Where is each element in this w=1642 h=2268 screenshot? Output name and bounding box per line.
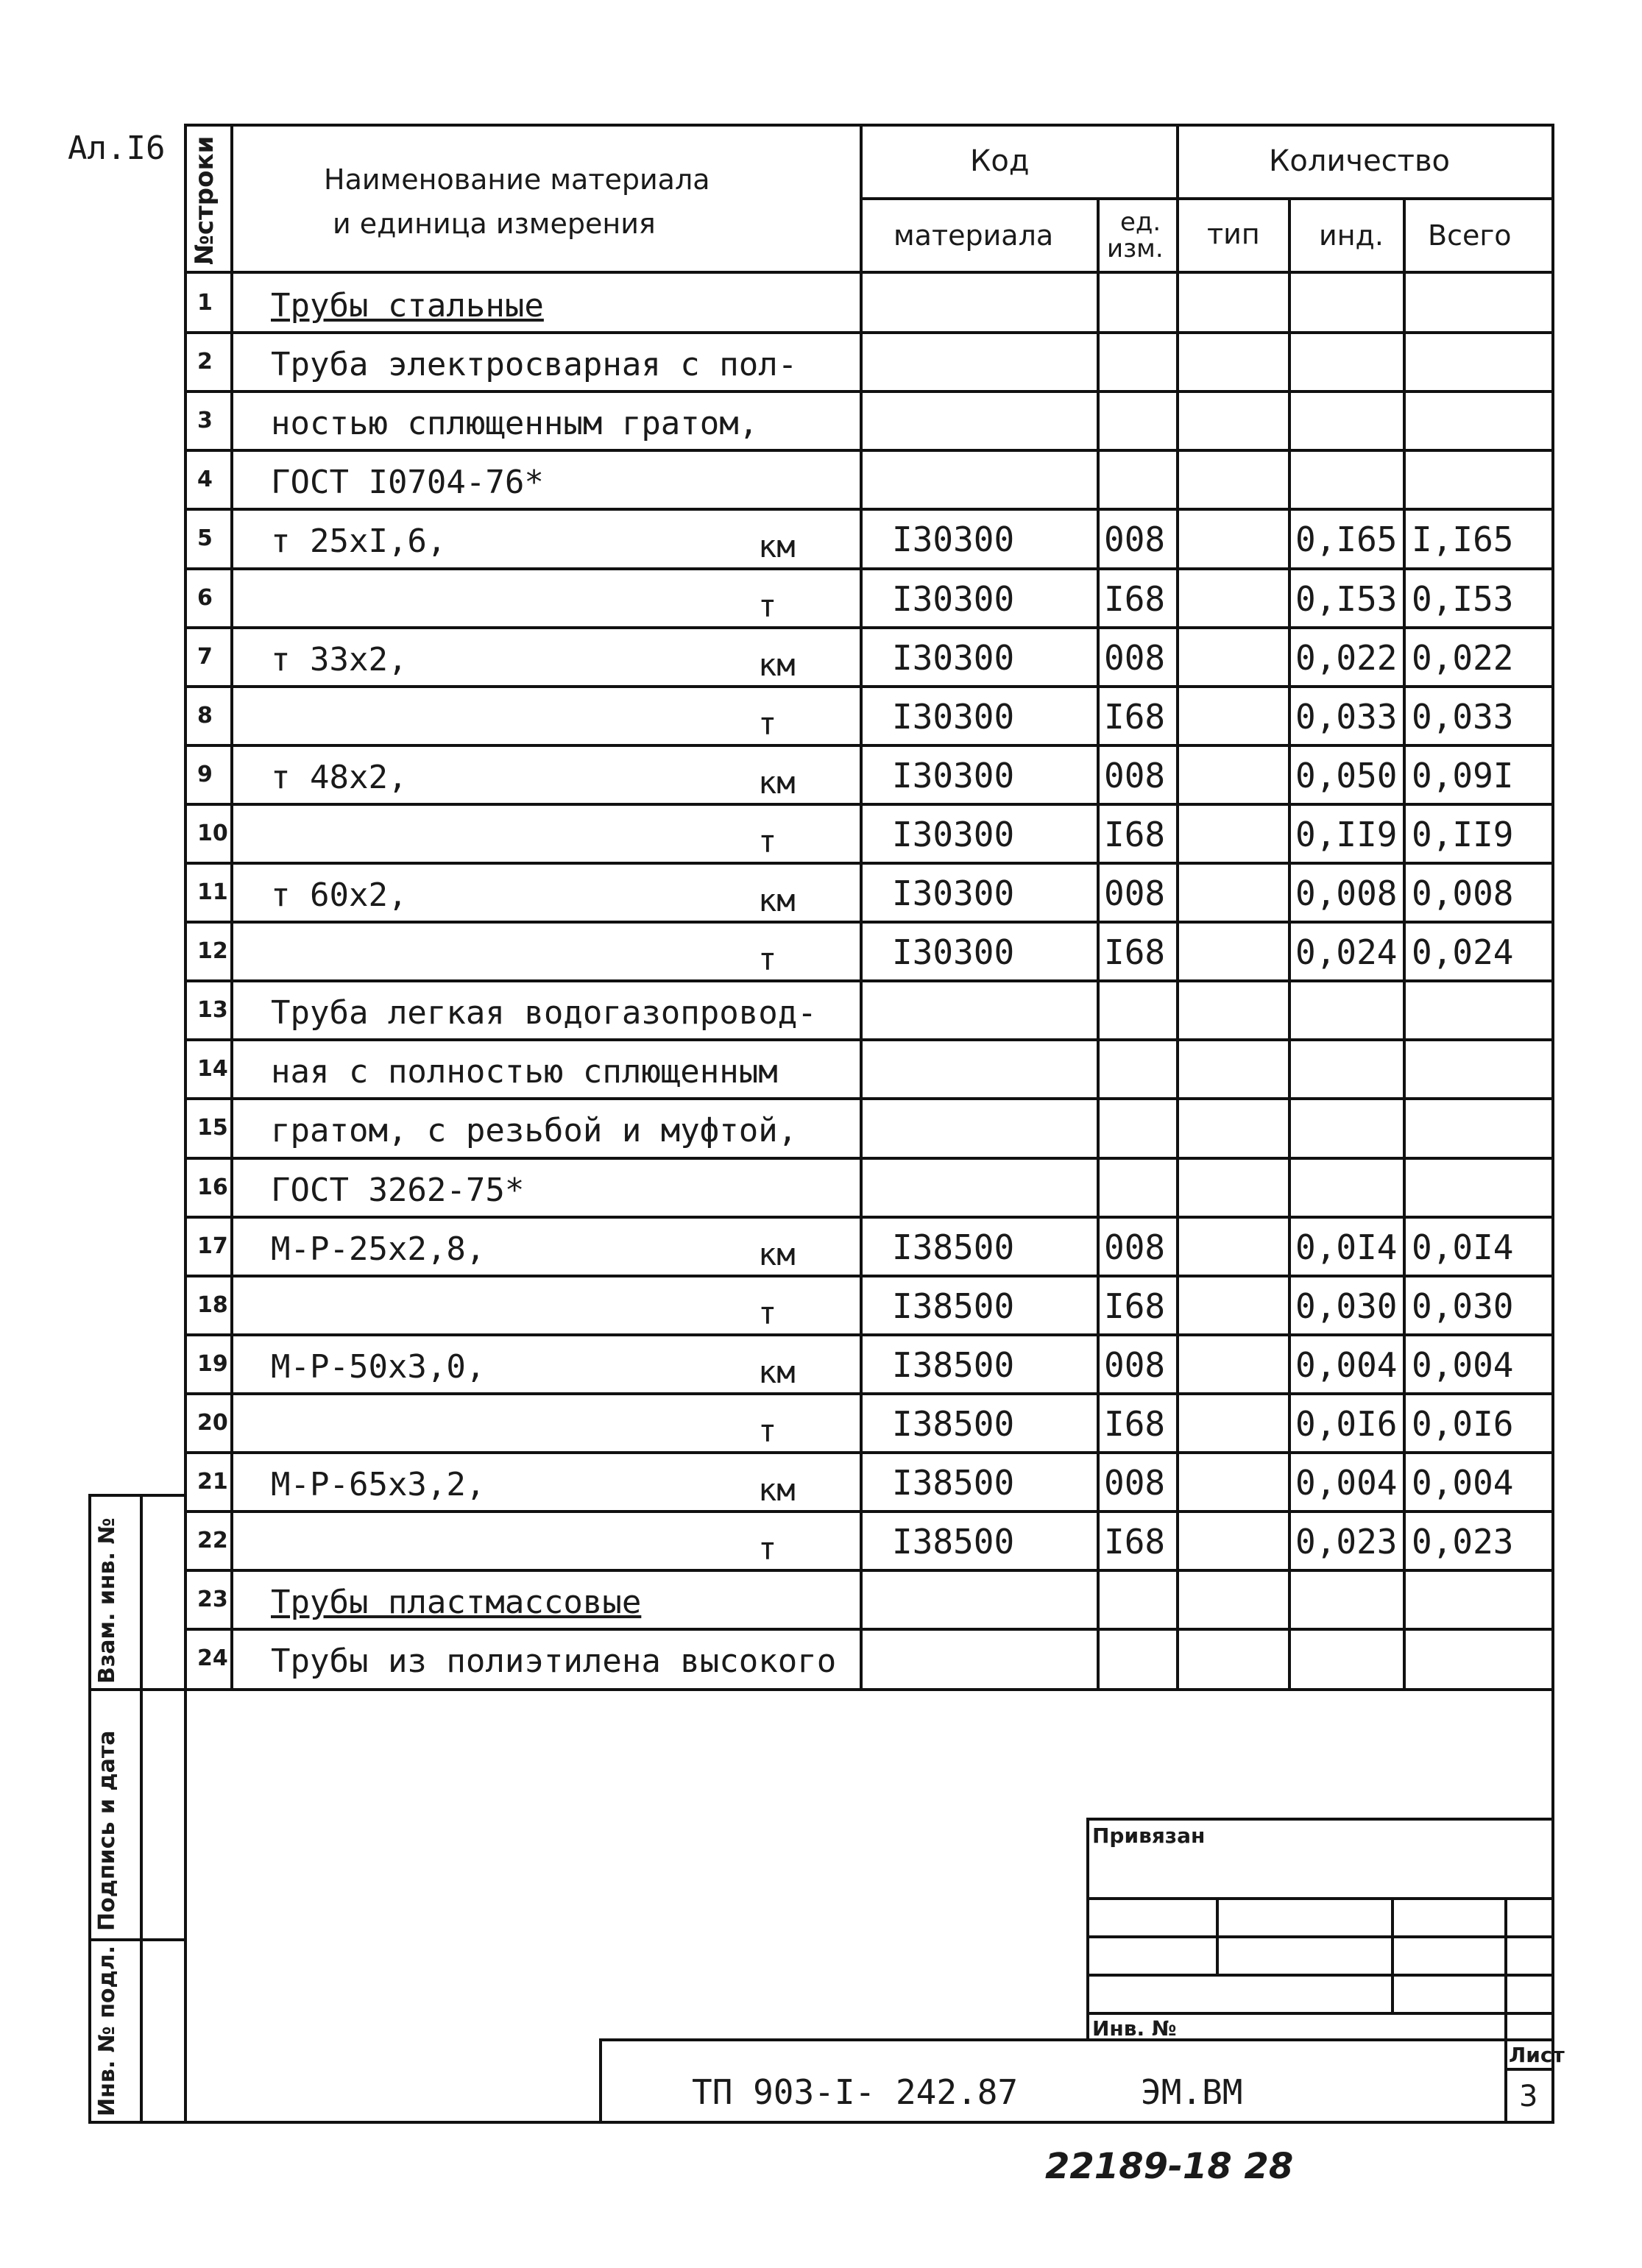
header-code-unit-1: ед.	[1120, 208, 1161, 237]
row-code: I30300	[892, 520, 1015, 560]
row-code: I38500	[892, 1344, 1015, 1385]
row-unit: км	[758, 1353, 796, 1390]
row-number: 18	[197, 1291, 228, 1318]
row-name: М-Р-50х3,0,	[271, 1347, 486, 1386]
row-number: 3	[197, 408, 213, 434]
row-qty-ind: 0,033	[1295, 696, 1398, 737]
row-qty-total: 0,030	[1412, 1286, 1514, 1326]
row-number: 24	[197, 1645, 228, 1672]
row-name: ГОСТ 3262-75*	[271, 1171, 525, 1209]
row-name: гратом, с резьбой и муфтой,	[271, 1112, 798, 1150]
row-code: I38500	[892, 1463, 1015, 1503]
header-row-no: №строки	[190, 135, 219, 265]
row-number: 13	[197, 997, 228, 1024]
row-number: 20	[197, 1409, 228, 1436]
row-qty-ind: 0,0I6	[1295, 1403, 1398, 1444]
row-code: I38500	[892, 1286, 1015, 1326]
row-unit-code: 008	[1104, 520, 1166, 560]
row-name: ная с полностью сплющенным	[271, 1053, 778, 1091]
row-qty-total: I,I65	[1412, 520, 1514, 560]
row-qty-total: 0,022	[1412, 637, 1514, 678]
row-number: 4	[197, 467, 213, 493]
row-code: I30300	[892, 578, 1015, 619]
row-unit: км	[758, 528, 796, 565]
row-qty-ind: 0,050	[1295, 755, 1398, 795]
side-label-vzam: Взам. инв. №	[94, 1517, 120, 1684]
row-unit: км	[758, 646, 796, 683]
row-number: 5	[197, 525, 213, 552]
row-number: 2	[197, 349, 213, 375]
stamp-privyazan: Привязан	[1092, 1824, 1206, 1848]
row-qty-total: 0,004	[1412, 1463, 1514, 1503]
row-qty-total: 0,II9	[1412, 814, 1514, 854]
row-qty-total: 0,004	[1412, 1344, 1514, 1385]
row-name: Труба электросварная с пол-	[271, 346, 798, 384]
row-code: I38500	[892, 1403, 1015, 1444]
row-unit: т	[758, 1531, 777, 1567]
row-code: I30300	[892, 637, 1015, 678]
row-number: 9	[197, 761, 213, 787]
row-number: 1	[197, 290, 213, 316]
row-name: т 60х2,	[271, 876, 408, 914]
row-name: М-Р-65х3,2,	[271, 1466, 486, 1503]
row-code: I30300	[892, 755, 1015, 795]
row-unit-code: I68	[1104, 814, 1166, 854]
header-code-material: материала	[893, 219, 1054, 252]
row-name: ностью сплющенным гратом,	[271, 405, 759, 443]
row-number: 16	[197, 1174, 228, 1200]
row-code: I30300	[892, 873, 1015, 913]
header-qty-ind: инд.	[1319, 219, 1384, 252]
row-number: 14	[197, 1056, 228, 1082]
row-qty-total: 0,0I6	[1412, 1403, 1514, 1444]
row-number: 10	[197, 820, 228, 846]
row-qty-ind: 0,0I4	[1295, 1227, 1398, 1267]
row-name: Трубы стальные	[271, 287, 544, 325]
row-number: 23	[197, 1587, 228, 1613]
row-number: 17	[197, 1233, 228, 1259]
row-number: 19	[197, 1350, 228, 1377]
row-qty-ind: 0,023	[1295, 1522, 1398, 1562]
header-name-line1: Наименование материала	[324, 163, 710, 196]
row-unit: км	[758, 764, 796, 801]
side-label-inv-podl: Инв. № подл.	[94, 1945, 120, 2116]
stamp-list-no: 3	[1519, 2080, 1538, 2113]
row-qty-ind: 0,022	[1295, 637, 1398, 678]
row-qty-ind: 0,004	[1295, 1344, 1398, 1385]
row-qty-ind: 0,I65	[1295, 520, 1398, 560]
row-qty-ind: 0,008	[1295, 873, 1398, 913]
side-label-podpis: Подпись и дата	[94, 1730, 120, 1931]
stamp-list-label: Лист	[1509, 2043, 1565, 2067]
row-number: 7	[197, 643, 213, 670]
row-unit-code: 008	[1104, 755, 1166, 795]
row-unit-code: 008	[1104, 637, 1166, 678]
row-name: т 48х2,	[271, 758, 408, 796]
row-name: Трубы из полиэтилена высокого	[271, 1642, 837, 1681]
row-qty-total: 0,023	[1412, 1522, 1514, 1562]
row-unit-code: 008	[1104, 1463, 1166, 1503]
row-number: 12	[197, 938, 228, 965]
row-name: ГОСТ I0704-76*	[271, 464, 544, 502]
stamp-doc-mark: ЭМ.ВМ	[1141, 2072, 1243, 2112]
header-code-unit-2: изм.	[1107, 234, 1164, 263]
row-unit-code: I68	[1104, 932, 1166, 973]
row-unit: т	[758, 705, 777, 742]
row-name: т 33х2,	[271, 640, 408, 678]
row-name: М-Р-25х2,8,	[271, 1230, 486, 1268]
row-name: Труба легкая водогазопровод-	[271, 994, 817, 1032]
header-qty-type: тип	[1207, 218, 1260, 250]
row-qty-ind: 0,024	[1295, 932, 1398, 973]
row-code: I38500	[892, 1522, 1015, 1562]
row-number: 15	[197, 1115, 228, 1141]
row-number: 6	[197, 584, 213, 611]
row-qty-total: 0,033	[1412, 696, 1514, 737]
row-code: I30300	[892, 814, 1015, 854]
row-unit: км	[758, 1472, 796, 1508]
row-unit: т	[758, 1294, 777, 1331]
row-code: I30300	[892, 932, 1015, 973]
sheet-label: Ал.I6	[68, 130, 166, 167]
row-qty-ind: 0,030	[1295, 1286, 1398, 1326]
row-unit-code: I68	[1104, 1286, 1166, 1326]
row-unit-code: I68	[1104, 1403, 1166, 1444]
row-name: т 25хI,6,	[271, 522, 447, 561]
header-qty-total: Всего	[1428, 219, 1512, 252]
row-code: I30300	[892, 696, 1015, 737]
row-number: 21	[197, 1469, 228, 1495]
row-unit-code: 008	[1104, 873, 1166, 913]
row-unit: км	[758, 1236, 796, 1272]
row-unit: т	[758, 823, 777, 860]
row-unit: т	[758, 587, 777, 624]
row-unit: т	[758, 1412, 777, 1449]
row-unit-code: I68	[1104, 1522, 1166, 1562]
row-unit-code: 008	[1104, 1227, 1166, 1267]
footer-number: 22189-18 28	[1045, 2146, 1294, 2187]
row-qty-total: 0,008	[1412, 873, 1514, 913]
stamp-doc-code: ТП 903-I- 242.87	[692, 2072, 1019, 2112]
row-unit-code: 008	[1104, 1344, 1166, 1385]
row-qty-ind: 0,004	[1295, 1463, 1398, 1503]
row-unit-code: I68	[1104, 578, 1166, 619]
row-number: 11	[197, 879, 228, 905]
row-unit: т	[758, 941, 777, 978]
row-unit: км	[758, 882, 796, 918]
row-unit-code: I68	[1104, 696, 1166, 737]
row-number: 22	[197, 1528, 228, 1554]
row-qty-ind: 0,I53	[1295, 578, 1398, 619]
row-name: Трубы пластмассовые	[271, 1584, 642, 1622]
row-qty-ind: 0,II9	[1295, 814, 1398, 854]
row-code: I38500	[892, 1227, 1015, 1267]
row-qty-total: 0,09I	[1412, 755, 1514, 795]
row-qty-total: 0,I53	[1412, 578, 1514, 619]
row-qty-total: 0,0I4	[1412, 1227, 1514, 1267]
header-qty-group: Количество	[1269, 144, 1451, 178]
stamp-inv-no: Инв. №	[1092, 2016, 1177, 2041]
row-qty-total: 0,024	[1412, 932, 1514, 973]
row-number: 8	[197, 702, 213, 729]
header-code-group: Код	[970, 144, 1030, 178]
header-name-line2: и единица измерения	[333, 208, 656, 240]
